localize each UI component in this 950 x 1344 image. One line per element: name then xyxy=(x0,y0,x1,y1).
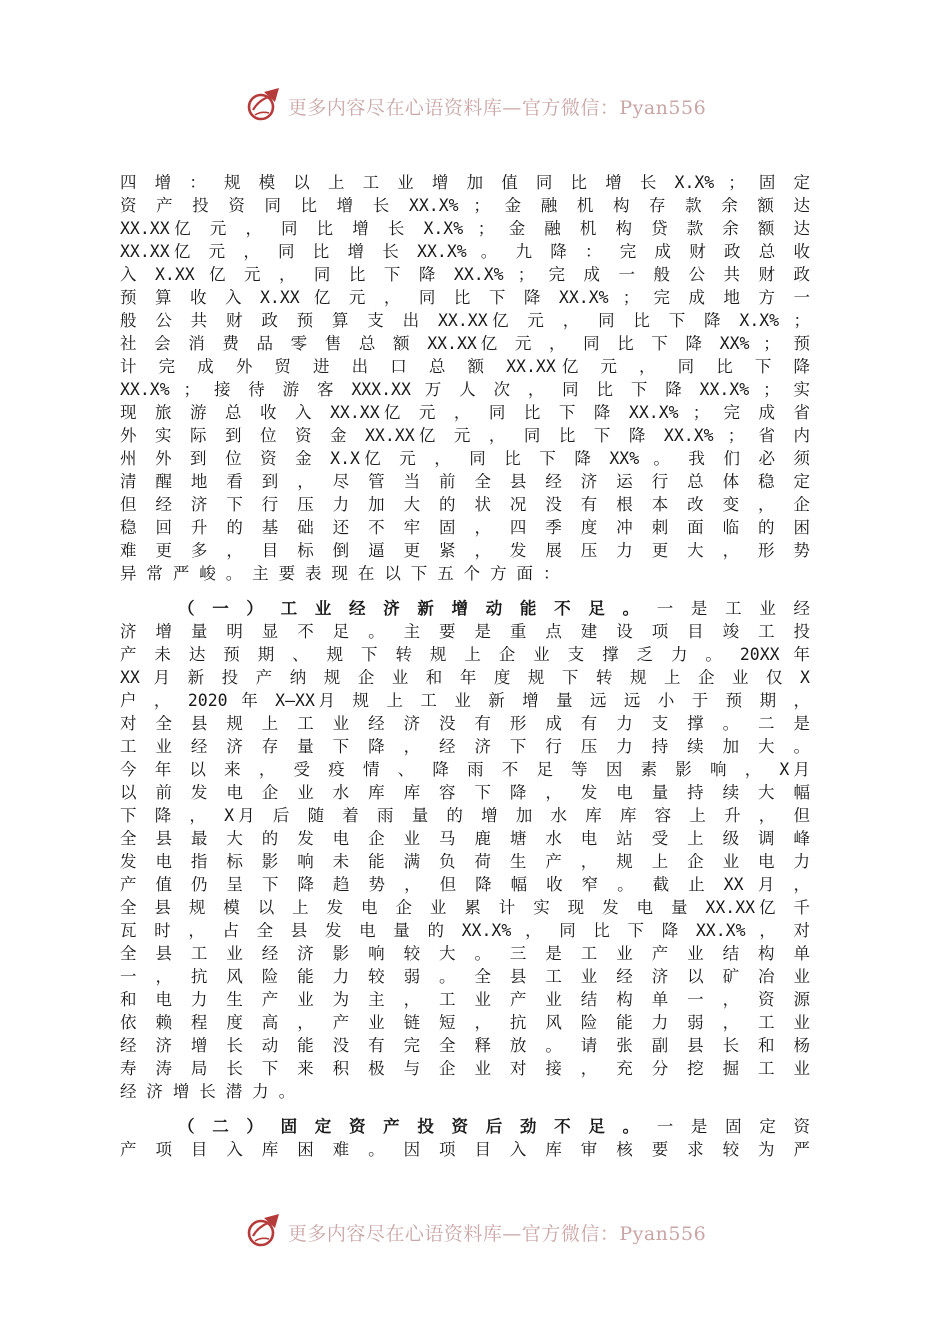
text-line: 预 算 收 入 X.XX 亿 元 ， 同 比 下 降 XX.X% ； 完 成 地 方 一 xyxy=(120,288,810,307)
text-line: 社 会 消 费 品 零 售 总 额 XX.XX亿 元 ， 同 比 下 降 XX% ； 预 xyxy=(120,334,810,353)
text-line: 但 经 济 下 行 压 力 加 大 的 状 况 没 有 根 本 改 变 ， 企 xyxy=(120,495,810,514)
text-line: 依 赖 程 度 高 ， 产 业 链 短 ， 抗 风 险 能 力 弱 ， 工 业 xyxy=(120,1013,810,1032)
text-line: 入 X.XX 亿 元 ， 同 比 下 降 XX.X% ； 完 成 一 般 公 共 财 政 xyxy=(120,265,810,284)
section-heading: （ 一 ） 工 业 经 济 新 增 动 能 不 足 。 xyxy=(178,599,643,618)
text-line: XX.X% ； 接 待 游 客 XXX.XX 万 人 次 ， 同 比 下 降 XX.X% ； 实 xyxy=(120,380,810,399)
header-banner-text: 更多内容尽在心语资料库—官方微信：Pyan556 xyxy=(287,96,707,119)
text-line: XX.XX亿 元 ， 同 比 增 长 X.X% ； 金 融 机 构 贷 款 余 额 达 xyxy=(120,219,810,238)
text-line: 般 公 共 财 政 预 算 支 出 XX.XX亿 元 ， 同 比 下 降 X.X% ； xyxy=(120,311,810,330)
text-line: 资 产 投 资 同 比 增 长 XX.X% ； 金 融 机 构 存 款 余 额 达 xyxy=(120,196,810,215)
text-line: 州 外 到 位 资 金 X.X亿 元 ， 同 比 下 降 XX% 。 我 们 必 须 xyxy=(120,449,810,468)
section-first-line xyxy=(120,1115,810,1138)
document-body xyxy=(120,171,810,1173)
text-line: 今 年 以 来 ， 受 疫 情 、 降 雨 不 足 等 因 素 影 响 ， X月 xyxy=(120,760,810,779)
text-line: 外 实 际 到 位 资 金 XX.XX亿 元 ， 同 比 下 降 XX.X% ； 省 内 xyxy=(120,426,810,445)
text-line: 异 常 严 峻 。 主 要 表 现 在 以 下 五 个 方 面 ： xyxy=(120,564,560,583)
text-line: 户 ， 2020 年 X—XX月 规 上 工 业 新 增 量 远 远 小 于 预 期 ， xyxy=(120,691,810,710)
text-line: 工 业 经 济 存 量 下 降 ， 经 济 下 行 压 力 持 续 加 大 。 xyxy=(120,737,810,756)
pen-logo-icon xyxy=(244,1214,282,1250)
text-line: 全 县 最 大 的 发 电 企 业 马 鹿 塘 水 电 站 受 上 级 调 峰 xyxy=(120,829,810,848)
text-line: 一 ， 抗 风 险 能 力 较 弱 。 全 县 工 业 经 济 以 矿 冶 业 xyxy=(120,967,810,986)
text-line: 和 电 力 生 产 业 为 主 ， 工 业 产 业 结 构 单 一 ， 资 源 xyxy=(120,990,810,1009)
text-line: 经 济 增 长 动 能 没 有 完 全 释 放 。 请 张 副 县 长 和 杨 xyxy=(120,1036,810,1055)
text-line: 现 旅 游 总 收 入 XX.XX亿 元 ， 同 比 下 降 XX.X% ； 完 成 省 xyxy=(120,403,810,422)
text-line: 清 醒 地 看 到 ， 尽 管 当 前 全 县 经 济 运 行 总 体 稳 定 xyxy=(120,472,810,491)
text-line: 瓦 时 ， 占 全 县 发 电 量 的 XX.X% ， 同 比 下 降 XX.X% ， 对 xyxy=(120,921,810,940)
text-line: 经 济 增 长 潜 力 。 xyxy=(120,1082,296,1101)
text-line: 全 县 工 业 经 济 影 响 较 大 。 三 是 工 业 产 业 结 构 单 xyxy=(120,944,810,963)
text-line: 难 更 多 ， 目 标 倒 逼 更 紧 ， 发 展 压 力 更 大 ， 形 势 xyxy=(120,541,810,560)
footer-banner-text: 更多内容尽在心语资料库—官方微信：Pyan556 xyxy=(287,1222,707,1245)
text-line: 济 增 量 明 显 不 足 。 主 要 是 重 点 建 设 项 目 竣 工 投 xyxy=(120,622,810,641)
text-line: 计 完 成 外 贸 进 出 口 总 额 XX.XX亿 元 ， 同 比 下 降 xyxy=(120,357,810,376)
pen-logo-icon xyxy=(244,88,282,124)
text-line: 稳 回 升 的 基 础 还 不 牢 固 ， 四 季 度 冲 刺 面 临 的 困 xyxy=(120,518,810,537)
text-line: 产 值 仍 呈 下 降 趋 势 ， 但 降 幅 收 窄 。 截 止 XX 月 ， xyxy=(120,875,810,894)
header-banner xyxy=(0,86,950,126)
paragraph-intro xyxy=(120,171,810,585)
section-first-line xyxy=(120,597,810,620)
text-line: 发 电 指 标 影 响 未 能 满 负 荷 生 产 ， 规 上 企 业 电 力 xyxy=(120,852,810,871)
footer-banner xyxy=(0,1212,950,1252)
text-line: 四 增 ： 规 模 以 上 工 业 增 加 值 同 比 增 长 X.X% ； 固 定 xyxy=(120,173,810,192)
section-heading: （ 二 ） 固 定 资 产 投 资 后 劲 不 足 。 xyxy=(178,1117,643,1136)
text-line: 一 是 工 业 经 xyxy=(656,599,810,618)
text-line: 以 前 发 电 企 业 水 库 库 容 下 降 ， 发 电 量 持 续 大 幅 xyxy=(120,783,810,802)
text-line: 对 全 县 规 上 工 业 经 济 没 有 形 成 有 力 支 撑 。 二 是 xyxy=(120,714,810,733)
text-line: 寿 涛 局 长 下 来 积 极 与 企 业 对 接 ， 充 分 挖 掘 工 业 xyxy=(120,1059,810,1078)
text-line: 下 降 ， X月 后 随 着 雨 量 的 增 加 水 库 库 容 上 升 ， 但 xyxy=(120,806,810,825)
paragraph-section-two xyxy=(120,1115,810,1161)
text-line: 一 是 固 定 资 xyxy=(656,1117,810,1136)
text-line: 产 未 达 预 期 、 规 下 转 规 上 企 业 支 撑 乏 力 。 20XX 年 xyxy=(120,645,810,664)
text-line: XX.XX亿 元 ， 同 比 增 长 XX.X% 。 九 降 ： 完 成 财 政 总 收 xyxy=(120,242,810,261)
text-line: XX 月 新 投 产 纳 规 企 业 和 年 度 规 下 转 规 上 企 业 仅 X xyxy=(120,668,810,687)
paragraph-section-one xyxy=(120,597,810,1103)
text-line: 全 县 规 模 以 上 发 电 企 业 累 计 实 现 发 电 量 XX.XX亿 千 xyxy=(120,898,810,917)
text-line: 产 项 目 入 库 困 难 。 因 项 目 入 库 审 核 要 求 较 为 严 xyxy=(120,1140,810,1159)
